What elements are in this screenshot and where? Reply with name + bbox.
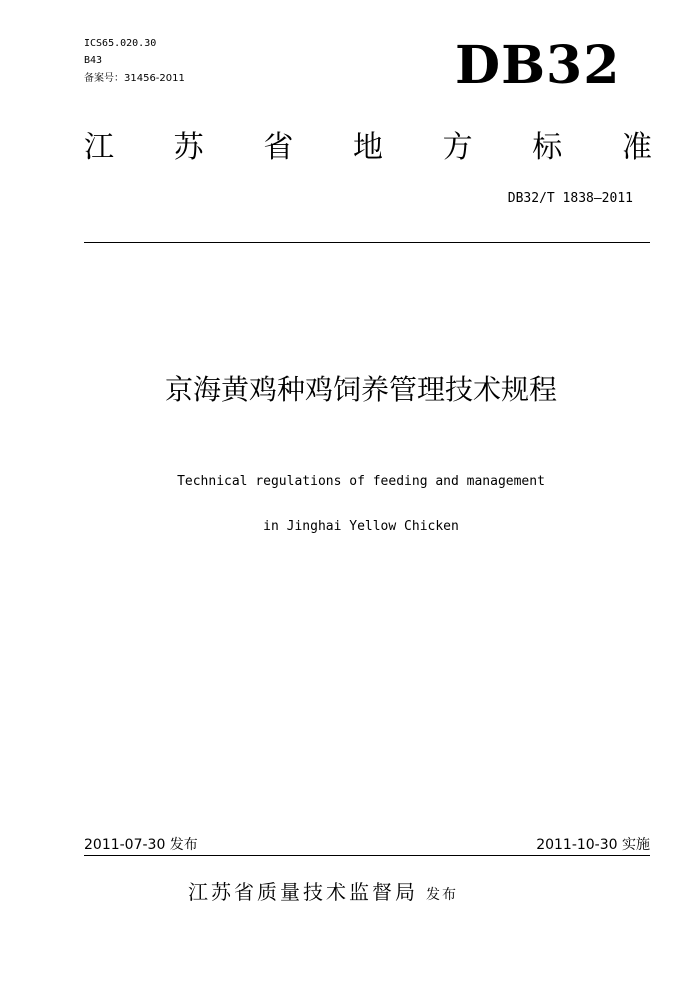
standard-type-char: 准 bbox=[621, 130, 652, 165]
standard-type-heading bbox=[84, 128, 652, 168]
standard-code: DB32 bbox=[455, 35, 621, 96]
standard-number: DB32/T 1838—2011 bbox=[507, 191, 633, 206]
standard-type-char: 江 bbox=[84, 130, 114, 165]
standard-type-char: 标 bbox=[532, 130, 563, 165]
standard-type-char: 地 bbox=[352, 130, 383, 165]
ccs-code: B43 bbox=[84, 55, 103, 66]
document-title-zh: 京海黄鸡种鸡饲养管理技术规程 bbox=[164, 373, 557, 406]
publish-label: 发布 bbox=[426, 887, 458, 903]
publisher bbox=[188, 878, 458, 909]
ics-code: ICS65.020.30 bbox=[84, 38, 157, 49]
implementation-date: 2011-10-30 实施 bbox=[536, 837, 650, 853]
filing-number: 备案号：31456-2011 bbox=[84, 73, 185, 84]
standard-type-char: 省 bbox=[263, 130, 294, 165]
standard-type-char: 方 bbox=[442, 130, 473, 165]
publisher-name: 江苏省质量技术监督局 bbox=[188, 880, 418, 904]
issue-date: 2011-07-30 发布 bbox=[84, 837, 198, 853]
standard-type-char: 苏 bbox=[173, 130, 204, 165]
top-divider bbox=[84, 242, 650, 243]
document-title-en-line2: in Jinghai Yellow Chicken bbox=[263, 519, 459, 534]
bottom-divider bbox=[84, 855, 650, 856]
document-title-en-line1: Technical regulations of feeding and management bbox=[177, 474, 545, 489]
